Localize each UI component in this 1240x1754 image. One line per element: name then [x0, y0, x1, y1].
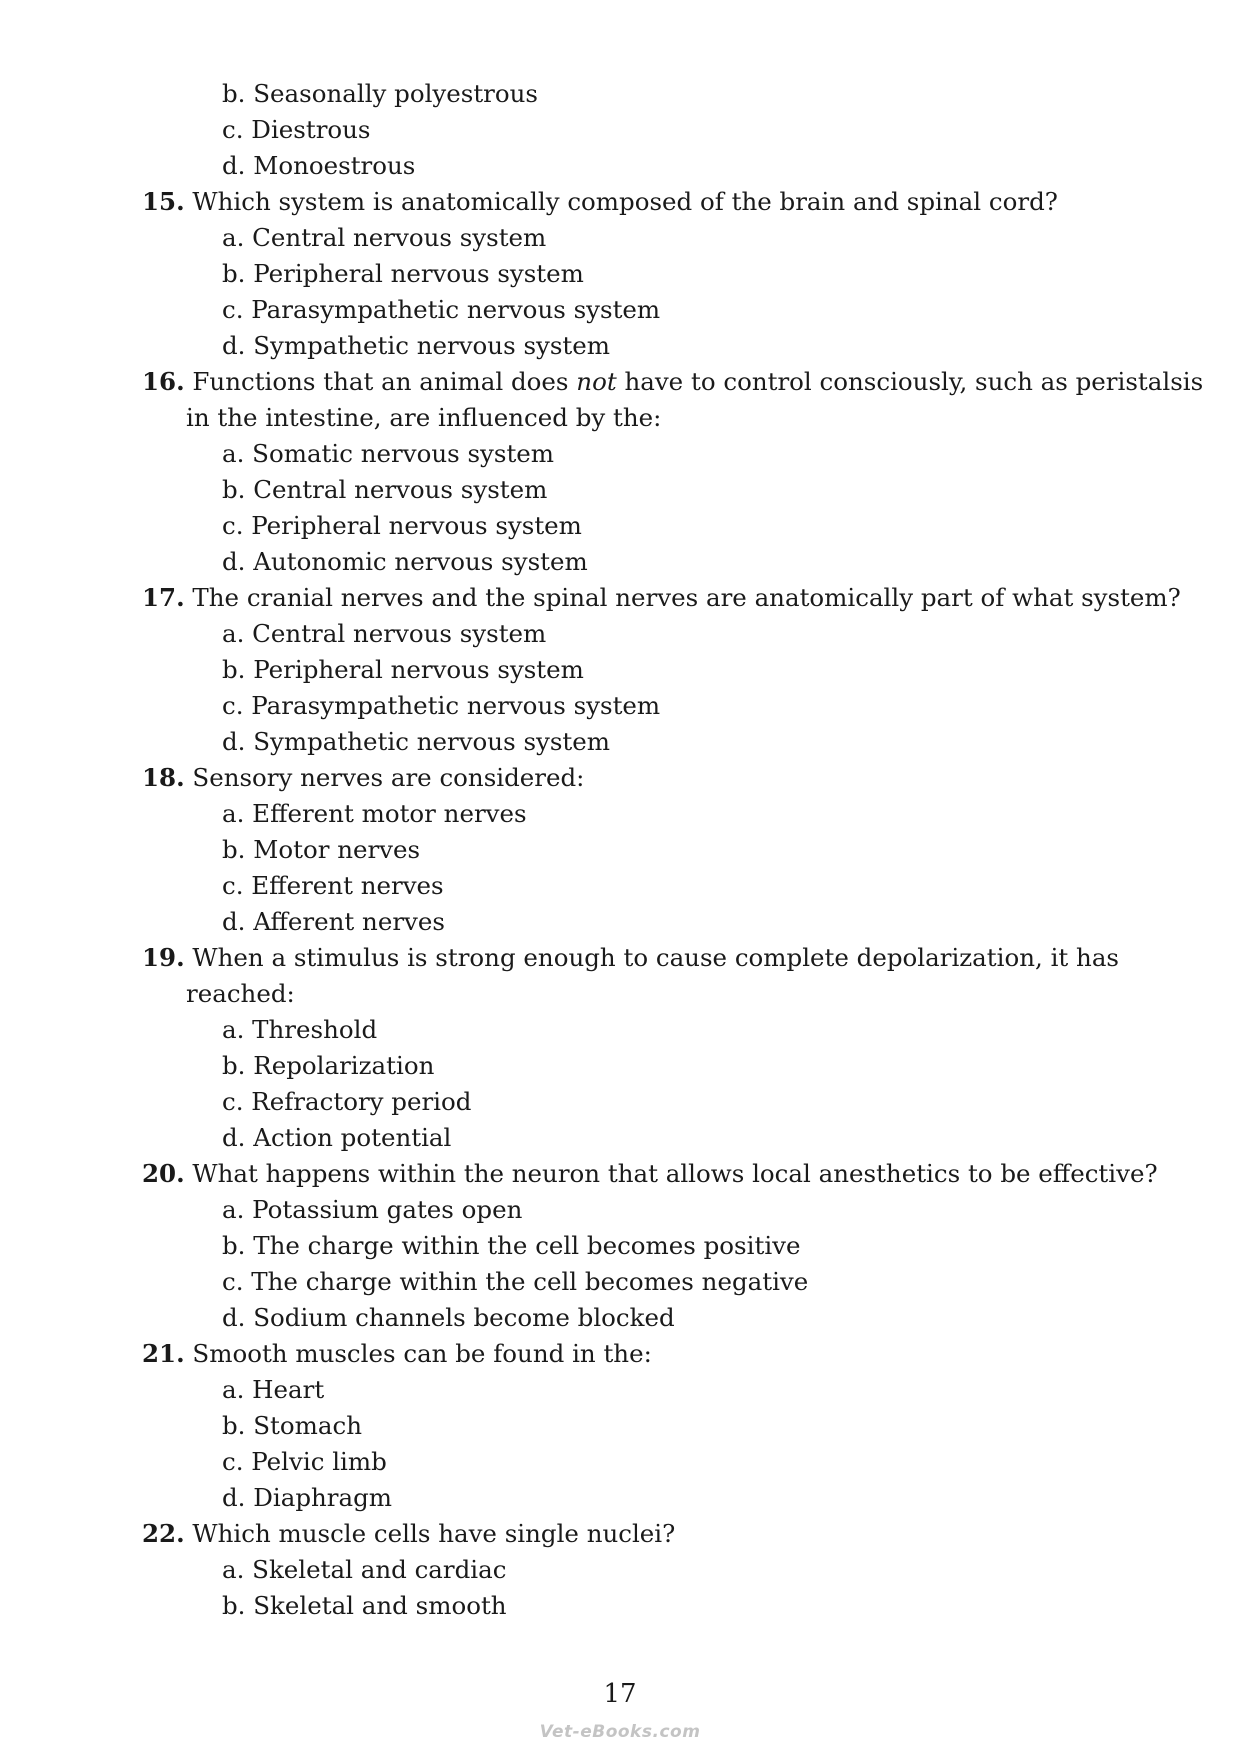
answer-option: a. Heart: [222, 1375, 325, 1404]
question-21: [0, 1336, 1240, 1372]
answer-option: a. Efferent motor nerves: [222, 799, 527, 828]
answer-option: a. Central nervous system: [222, 223, 547, 252]
question-22: [0, 1516, 1240, 1552]
answer-option: b. The charge within the cell becomes positive: [222, 1231, 801, 1260]
question-19: [0, 940, 1240, 976]
question-text-continued: in the intestine, are influenced by the:: [186, 403, 662, 432]
question-text: Which system is anatomically composed of the brain and spinal cord?: [192, 187, 1058, 216]
answer-option: c. Refractory period: [222, 1087, 472, 1116]
question-text-part: have to control consciously, such as peristalsis: [616, 367, 1204, 396]
question-18: [0, 760, 1240, 796]
answer-option: a. Somatic nervous system: [222, 439, 555, 468]
answer-option: c. Pelvic limb: [222, 1447, 387, 1476]
answer-option: d. Monoestrous: [222, 151, 416, 180]
answer-option: b. Central nervous system: [222, 475, 548, 504]
answer-option: d. Sympathetic nervous system: [222, 331, 611, 360]
answer-option: c. Parasympathetic nervous system: [222, 295, 661, 324]
question-20: [0, 1156, 1240, 1192]
question-number: 19.: [142, 943, 185, 972]
answer-option: d. Sympathetic nervous system: [222, 727, 611, 756]
question-text: Smooth muscles can be found in the:: [192, 1339, 652, 1368]
answer-option: b. Seasonally polyestrous: [222, 79, 538, 108]
question-number: 22.: [142, 1519, 185, 1548]
answer-option: a. Skeletal and cardiac: [222, 1555, 507, 1584]
question-text-continued: reached:: [186, 979, 295, 1008]
answer-option: d. Autonomic nervous system: [222, 547, 588, 576]
answer-option: b. Stomach: [222, 1411, 362, 1440]
answer-option: a. Central nervous system: [222, 619, 547, 648]
answer-option: c. Peripheral nervous system: [222, 511, 582, 540]
question-text: What happens within the neuron that allows local anesthetics to be effective?: [192, 1159, 1158, 1188]
question-text-part: Functions that an animal does: [192, 367, 577, 396]
page-content: [0, 76, 1240, 1624]
answer-option: c. Parasympathetic nervous system: [222, 691, 661, 720]
question-text: When a stimulus is strong enough to cause complete depolarization, it has: [192, 943, 1120, 972]
question-text-emphasis: not: [576, 367, 617, 396]
answer-option: a. Potassium gates open: [222, 1195, 523, 1224]
question-number: 21.: [142, 1339, 185, 1368]
question-text: Which muscle cells have single nuclei?: [192, 1519, 676, 1548]
question-15: [0, 184, 1240, 220]
answer-option: c. Efferent nerves: [222, 871, 444, 900]
question-number: 15.: [142, 187, 185, 216]
answer-option: b. Peripheral nervous system: [222, 655, 584, 684]
question-text: The cranial nerves and the spinal nerves are anatomically part of what system?: [192, 583, 1181, 612]
page-number: 17: [603, 1679, 637, 1709]
answer-option: d. Diaphragm: [222, 1483, 393, 1512]
answer-option: d. Action potential: [222, 1123, 452, 1152]
answer-option: d. Sodium channels become blocked: [222, 1303, 675, 1332]
question-number: 16.: [142, 367, 185, 396]
answer-option: b. Peripheral nervous system: [222, 259, 584, 288]
watermark-logo: Vet-eBooks.com: [539, 1722, 701, 1742]
question-number: 20.: [142, 1159, 185, 1188]
answer-option: b. Skeletal and smooth: [222, 1591, 507, 1620]
answer-option: a. Threshold: [222, 1015, 378, 1044]
answer-option: d. Afferent nerves: [222, 907, 445, 936]
answer-option: c. Diestrous: [222, 115, 371, 144]
answer-option: b. Repolarization: [222, 1051, 435, 1080]
question-17: [0, 580, 1240, 616]
question-number: 17.: [142, 583, 185, 612]
question-16: [0, 364, 1240, 400]
answer-option: c. The charge within the cell becomes negative: [222, 1267, 809, 1296]
question-number: 18.: [142, 763, 185, 792]
question-text: Sensory nerves are considered:: [192, 763, 585, 792]
answer-option: b. Motor nerves: [222, 835, 421, 864]
